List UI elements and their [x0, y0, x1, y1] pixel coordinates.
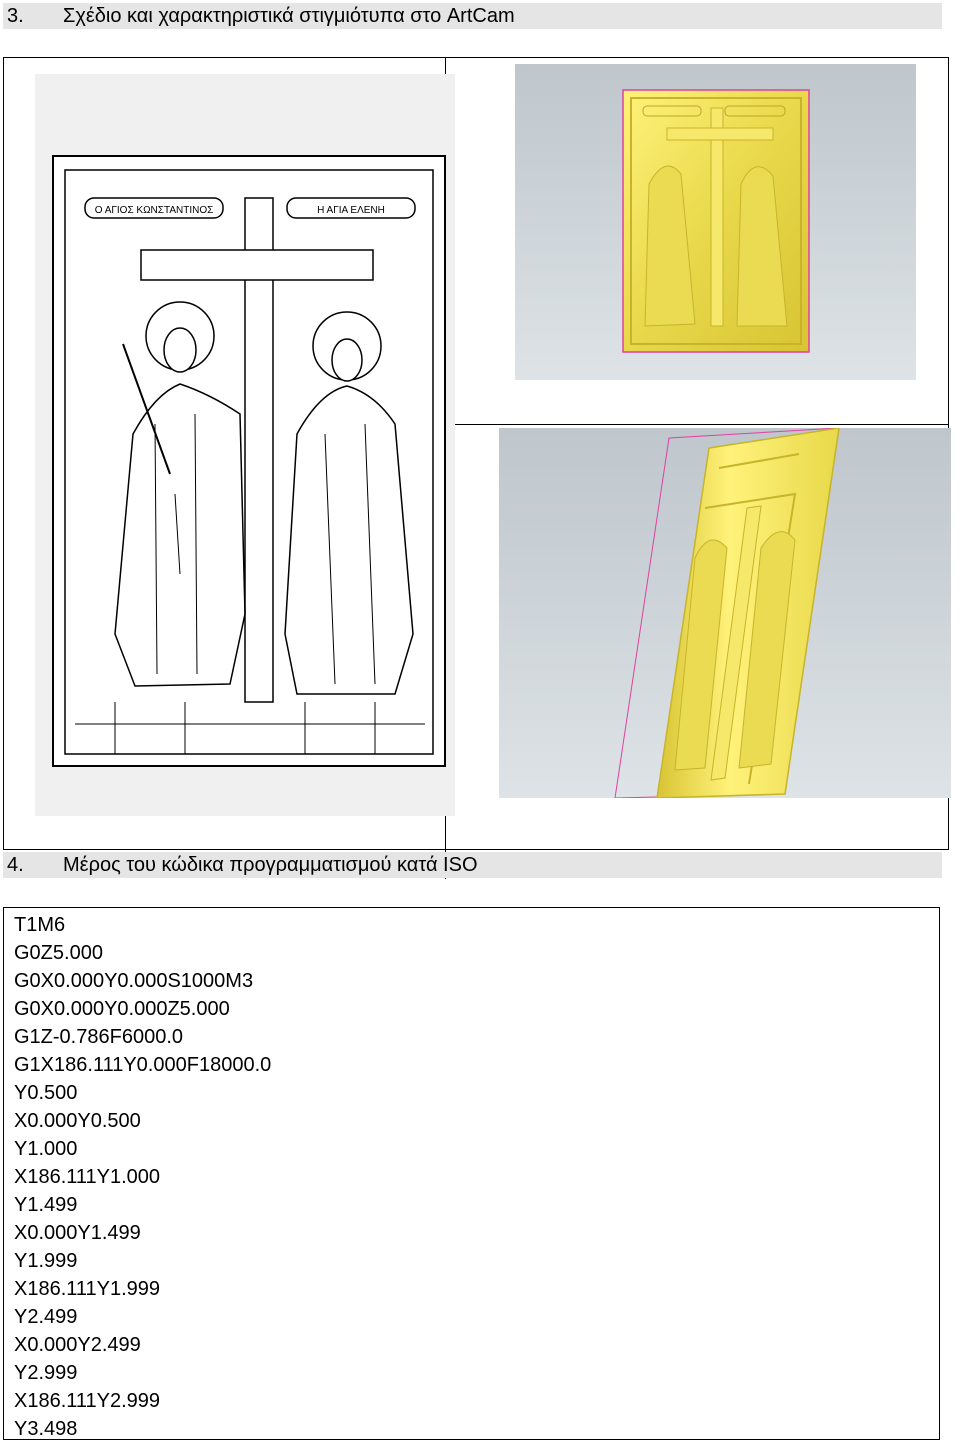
section-3-title: Σχέδιο και χαρακτηριστικά στιγμιότυπα στο ArtCam	[63, 5, 515, 27]
code-line: Y1.000	[14, 1138, 78, 1160]
icon-3d-relief-front	[515, 64, 916, 380]
section-4-number: 4.	[7, 854, 24, 876]
figure-divider-horizontal	[445, 424, 949, 425]
section-4-title: Μέρος του κώδικα προγραμματισμού κατά ISO	[63, 854, 478, 876]
icon-3d-relief-angled	[499, 428, 951, 798]
section-3-number: 3.	[7, 5, 24, 27]
drawing-label-right: Η ΑΓΙΑ ΕΛΕΝΗ	[317, 205, 385, 216]
code-line: Y2.499	[14, 1306, 78, 1328]
iso-code-listing	[14, 911, 271, 1443]
drawing-label-left: Ο ΑΓΙΟΣ ΚΩΝΣΤΑΝΤΙΝΟΣ	[94, 205, 214, 216]
code-line: X186.111Y2.999	[14, 1390, 161, 1412]
code-line: G1X186.111Y0.000F18000.0	[14, 1054, 272, 1076]
icon-line-drawing	[35, 74, 455, 816]
code-line: T1M6	[14, 914, 66, 936]
code-line: Y0.500	[14, 1082, 78, 1104]
code-line: G0X0.000Y0.000S1000M3	[14, 970, 254, 992]
code-line: X186.111Y1.999	[14, 1278, 161, 1300]
code-line: Y2.999	[14, 1362, 78, 1384]
code-line: Y1.499	[14, 1194, 78, 1216]
code-line: Y1.999	[14, 1250, 78, 1272]
code-line: X186.111Y1.000	[14, 1166, 161, 1188]
iso-code-box	[3, 907, 940, 1440]
code-line: G1Z-0.786F6000.0	[14, 1026, 183, 1048]
code-line: X0.000Y2.499	[14, 1334, 141, 1356]
code-line: X0.000Y0.500	[14, 1110, 141, 1132]
section-3-header	[3, 3, 942, 29]
code-line: G0Z5.000	[14, 942, 103, 964]
code-line: Y3.498	[14, 1418, 78, 1440]
code-line: G0X0.000Y0.000Z5.000	[14, 998, 230, 1020]
section-4-header	[3, 852, 942, 878]
code-line: X0.000Y1.499	[14, 1222, 141, 1244]
